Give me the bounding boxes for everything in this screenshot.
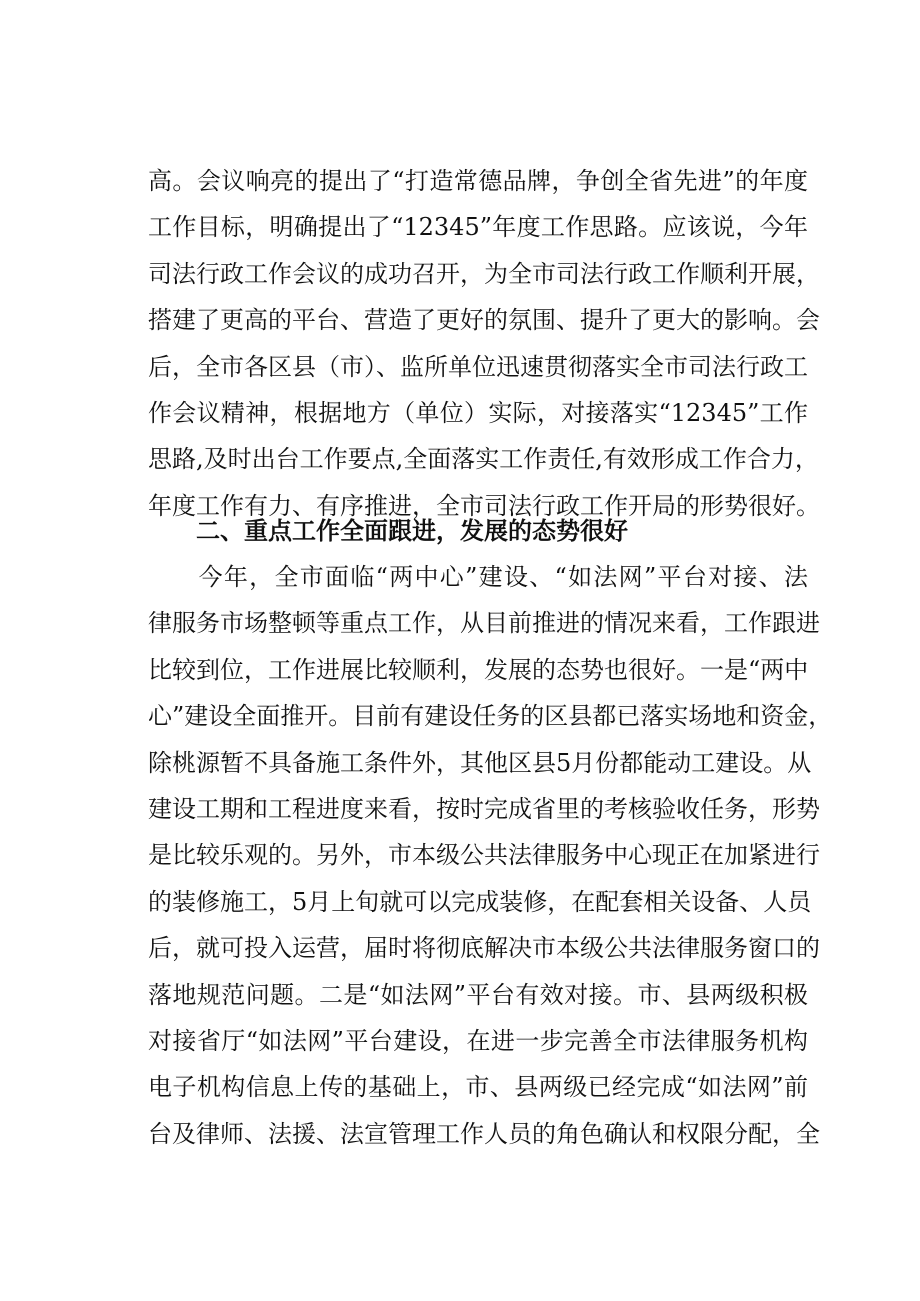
section-heading: 二、重点工作全面跟进，发展的态势很好 (196, 517, 628, 545)
paragraph-2-line: 落地规范问题。二是“如法网”平台有效对接。市、县两级积极 (148, 980, 808, 1009)
paragraph-2-line: 的装修施工，5月上旬就可以完成装修，在配套相关设备、人员 (148, 887, 812, 916)
paragraph-1-line: 后，全市各区县（市）、监所单位迅速贯彻落实全市司法行政工 (148, 352, 808, 381)
paragraph-2 (148, 554, 833, 1157)
paragraph-2-line: 是比较乐观的。另外，市本级公共法律服务中心现正在加紧进行 (148, 841, 820, 870)
paragraph-1-line: 作会议精神，根据地方（单位）实际，对接落实“12345”工作 (148, 398, 808, 427)
paragraph-2-line: 台及律师、法援、法宣管理工作人员的角色确认和权限分配，全 (148, 1119, 820, 1148)
paragraph-2-line: 对接省厅“如法网”平台建设，在进一步完善全市法律服务机构 (148, 1026, 808, 1055)
paragraph-2-line: 建设工期和工程进度来看，按时完成省里的考核验收任务，形势 (148, 794, 820, 823)
paragraph-2-line: 后，就可投入运营，届时将彻底解决市本级公共法律服务窗口的 (148, 934, 820, 963)
paragraph-2-line: 比较到位，工作进展比较顺利，发展的态势也很好。一是“两中 (148, 655, 809, 684)
paragraph-1-line: 搭建了更高的平台、营造了更好的氛围、提升了更大的影响。会 (148, 306, 820, 335)
paragraph-1-line: 司法行政工作会议的成功召开，为全市司法行政工作顺利开展， (148, 259, 820, 288)
paragraph-1-line: 年度工作有力、有序推进，全市司法行政工作开局的形势很好。 (148, 491, 820, 520)
paragraph-1-line: 工作目标，明确提出了“12345”年度工作思路。应该说，今年 (148, 213, 808, 242)
paragraph-1 (148, 158, 820, 529)
paragraph-2-line: 电子机构信息上传的基础上，市、县两级已经完成“如法网”前 (148, 1073, 808, 1102)
paragraph-2-line: 律服务市场整顿等重点工作，从目前推进的情况来看，工作跟进 (148, 609, 820, 638)
paragraph-1-line: 思路,及时出台工作要点,全面落实工作责任,有效形成工作合力， (148, 445, 819, 474)
paragraph-1-line: 高。会议响亮的提出了“打造常德品牌，争创全省先进”的年度 (148, 167, 808, 195)
paragraph-2-line: 心”建设全面推开。目前有建设任务的区县都已落实场地和资金， (148, 702, 833, 731)
paragraph-2-line: 除桃源暂不具备施工条件外，其他区县5月份都能动工建设。从 (148, 748, 812, 777)
paragraph-2-line: 今年，全市面临“两中心”建设、“如法网”平台对接、法 (148, 563, 808, 591)
